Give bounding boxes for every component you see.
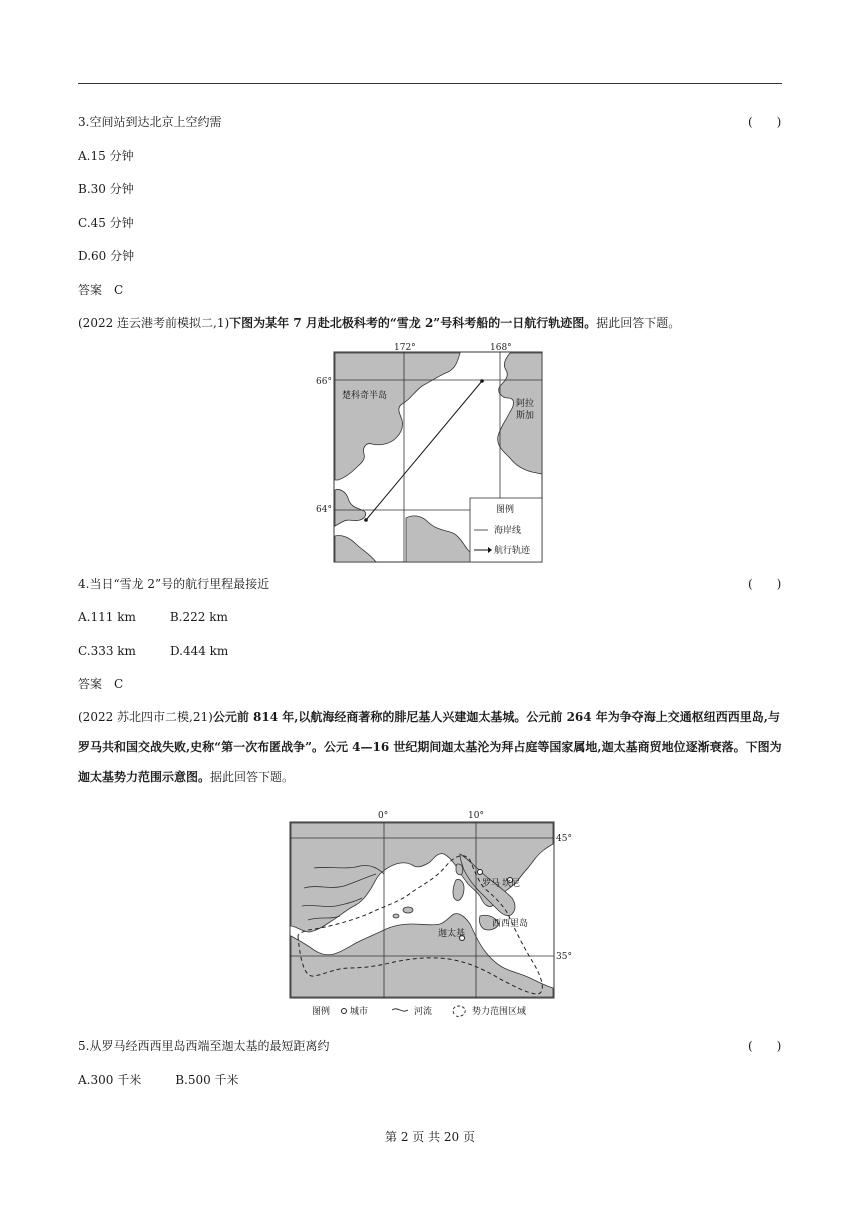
q3-stem: 3.空间站到达北京上空约需: [78, 115, 222, 129]
map1-lat-label-64: 64°: [316, 505, 332, 515]
map1-legend-title: 图例: [496, 505, 515, 515]
q4-answer: 答案 C: [78, 677, 124, 691]
map2-legend-city-label: 城市: [350, 1007, 369, 1017]
map2-rome-label: 罗马: [482, 879, 501, 889]
q4-option-a: A.111 km: [78, 610, 136, 624]
map2-legend-title: 图例: [312, 1007, 331, 1017]
map2-rome-city-marker: [478, 870, 483, 875]
q5-answer-bracket: ( ): [748, 1039, 782, 1053]
q5-options-row-1: [78, 1072, 239, 1088]
q3-answer-bracket: ( ): [748, 115, 782, 129]
map2-cannae-label: 坎尼: [502, 879, 521, 889]
map2-lon-label-10: 10°: [468, 811, 484, 821]
map1-lat-label-66: 66°: [316, 377, 332, 387]
map2-lat-label-35: 35°: [556, 952, 572, 962]
q4-option-c: C.333 km: [78, 644, 136, 658]
intro2-paragraph: [78, 702, 786, 792]
map2-carthage-label: 迦太基: [438, 929, 466, 939]
map2-legend-river-swatch: [392, 1009, 408, 1011]
map2-sicily-label: 西西里岛: [492, 919, 529, 929]
intro1-bold-text: 下图为某年 7 月赴北极科考的“雪龙 2”号科考船的一日航行轨迹图。: [229, 316, 597, 330]
map1-legend-coast-label: 海岸线: [494, 526, 522, 536]
page-footer: 第 2 页 共 20 页: [385, 1130, 475, 1144]
map2-corsica-land: [456, 864, 463, 875]
map2-lat-label-45: 45°: [556, 834, 572, 844]
q4-options-row-1: [78, 609, 228, 625]
q3-option-c: C.45 分钟: [78, 216, 134, 230]
map1-lon-label-168: 168°: [490, 343, 512, 353]
q3-option-b: B.30 分钟: [78, 182, 134, 196]
map2-legend-river-label: 河流: [414, 1007, 433, 1017]
map1-track-end: [480, 379, 484, 383]
map2-lon-label-0: 0°: [378, 811, 389, 821]
q4-answer-bracket: ( ): [748, 577, 782, 591]
map1-track-start: [364, 518, 368, 522]
q4-option-b: B.222 km: [169, 610, 228, 624]
q3-option-d: D.60 分钟: [78, 249, 135, 263]
map-snow-dragon-track: [310, 340, 550, 566]
map2-legend-range-swatch: [453, 1006, 465, 1016]
q5-option-b: B.500 千米: [175, 1073, 239, 1087]
intro1-paragraph: [78, 315, 680, 331]
map2-legend-city-swatch: [342, 1009, 347, 1014]
intro2-source: (2022 苏北四市二模,21): [78, 710, 213, 724]
map1-chukchi-label: 楚科奇半岛: [342, 391, 388, 401]
q5-stem: 5.从罗马经西西里岛西端至迦太基的最短距离约: [78, 1039, 330, 1053]
intro2-bold-text: 公元前 814 年,以航海经商著称的腓尼基人兴建迦太基城。公元前 264 年为争夺海上交通枢纽西西里岛,与罗马共和国交战失败,史称“第一次布匿战争”。公元 4—16 世纪期间迦太基沦为拜占庭等国家属地,迦太基商贸地位逐渐衰落。下图为迦太基势力范围示意图。: [78, 710, 782, 784]
intro2-tail: 据此回答下题。: [210, 770, 295, 784]
q4-options-row-2: [78, 643, 228, 659]
map1-alaska-label-1: 阿拉: [516, 399, 535, 409]
map1-alaska-label-2: 斯加: [516, 411, 535, 421]
map-carthage-sphere: [284, 808, 580, 1020]
map1-legend: [470, 498, 542, 562]
q4-stem: 4.当日“雪龙 2”号的航行里程最接近: [78, 577, 270, 591]
map2-legend: [312, 1005, 526, 1017]
q4-option-d: D.444 km: [169, 644, 229, 658]
map2-balearic-island-1: [403, 907, 413, 913]
header-rule: [78, 83, 782, 84]
map1-legend-track-label: 航行轨迹: [494, 546, 531, 556]
q3-option-a: A.15 分钟: [78, 149, 134, 163]
q3-answer: 答案 C: [78, 283, 124, 297]
intro1-source: (2022 连云港考前模拟二,1): [78, 316, 230, 330]
map1-lon-label-172: 172°: [394, 343, 416, 353]
map2-balearic-island-2: [393, 914, 399, 918]
map2-legend-range-label: 势力范围区域: [472, 1007, 527, 1017]
q5-option-a: A.300 千米: [78, 1073, 142, 1087]
intro1-tail: 据此回答下题。: [596, 316, 681, 330]
